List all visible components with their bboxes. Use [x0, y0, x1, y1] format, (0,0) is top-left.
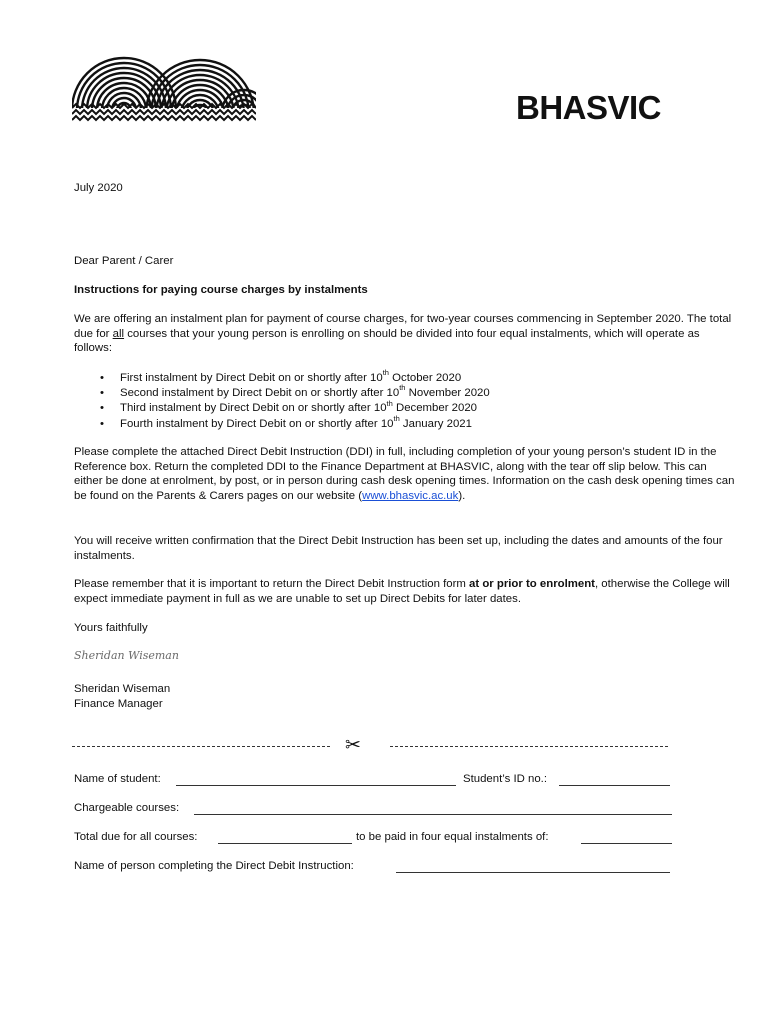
slip-row-student [74, 772, 674, 788]
instalment-text: Second instalment by Direct Debit on or shortly after 10 [120, 387, 400, 400]
scissors-icon: ✂ [345, 734, 361, 756]
letter-subject: Instructions for paying course charges by instalments [74, 284, 368, 296]
handwritten-signature: Sheridan Wiseman [74, 649, 179, 662]
brand-wordmark: BHASVIC [516, 89, 662, 126]
instalment-month: October 2020 [388, 372, 462, 384]
chargeable-courses-field[interactable] [194, 814, 672, 815]
list-item [100, 383, 490, 401]
total-due-label: Total due for all courses: [74, 831, 198, 843]
signer-block [74, 682, 736, 711]
instalment-amount-field[interactable] [581, 843, 672, 844]
ordinal-suffix: th [393, 413, 400, 423]
instalment-month: November 2020 [405, 387, 490, 400]
instalment-month: December 2020 [392, 402, 478, 415]
completer-name-field[interactable] [396, 872, 670, 873]
reminder-text: Please remember that it is important to return the Direct Debit Instruction form [74, 578, 470, 590]
instalment-text: First instalment by Direct Debit on or shortly after 10 [120, 372, 383, 384]
completer-name-label: Name of person completing the Direct Debit Instruction: [74, 860, 354, 872]
slip-row-courses [74, 801, 674, 817]
logo-wave [72, 116, 256, 120]
student-name-field[interactable] [176, 785, 456, 786]
website-link[interactable]: www.bhasvic.ac.uk [362, 489, 459, 502]
letter-date: July 2020 [74, 182, 123, 194]
reminder-paragraph [74, 577, 736, 606]
student-id-label: Student’s ID no.: [463, 773, 548, 785]
signer-title: Finance Manager [74, 697, 163, 710]
list-item [100, 413, 490, 432]
list-item [100, 398, 490, 416]
student-id-field[interactable] [559, 785, 670, 786]
reminder-emphasis: at or prior to enrolment [469, 578, 595, 590]
ordinal-suffix: th [399, 383, 406, 393]
instalment-month: January 2021 [399, 417, 472, 430]
salutation: Dear Parent / Carer [74, 255, 174, 267]
tear-off-cut-line [72, 736, 672, 756]
intro-text-end: courses that your young person is enrolling on should be divided into four equal instalments, which will operate as follows: [74, 327, 700, 355]
total-due-field[interactable] [218, 843, 352, 844]
ddi-instructions-paragraph [74, 445, 736, 503]
closing: Yours faithfully [74, 622, 148, 634]
confirmation-paragraph: You will receive written confirmation that the Direct Debit Instruction has been set up, including the dates and amounts of the four instalments. [74, 535, 723, 562]
instalment-list [100, 368, 490, 432]
logo-wave [72, 110, 256, 114]
chargeable-courses-label: Chargeable courses: [74, 802, 180, 814]
intro-all-emphasis: all [112, 327, 125, 340]
student-name-label: Name of student: [74, 773, 161, 785]
list-item [100, 368, 490, 386]
intro-text-start: We are offering an instalment plan for payment of course charges, for two-year courses commencing in September 2020. The total due for [74, 313, 732, 340]
ddi-text: Please complete the attached Direct Debit Instruction (DDI) in full, including completion of your young person’s student ID in the Reference box. Return the completed DDI to the Finance Department at BHASVIC, along with the tear off slip below. This can either be done at enrolment, by post, or in person during cash desk opening times. Information on the cash desk opening times can be found on the Parents & Carers pages on our website ( [74, 446, 735, 502]
intro-paragraph [74, 312, 736, 356]
ordinal-suffix: th [382, 368, 389, 378]
slip-row-total [74, 830, 674, 846]
cut-dash-right [390, 746, 668, 747]
rainbow-wave-logo-icon [72, 48, 256, 126]
signer-name: Sheridan Wiseman [74, 683, 171, 695]
ddi-text-end: ). [458, 489, 466, 502]
ordinal-suffix: th [386, 398, 393, 408]
instalment-text: Fourth instalment by Direct Debit on or shortly after 10 [120, 417, 394, 430]
cut-dash-left [72, 746, 330, 747]
slip-row-completer [74, 859, 674, 875]
equal-instalments-label: to be paid in four equal instalments of: [356, 831, 549, 843]
reminder-text-end: , otherwise the College will expect immediate payment in full as we are unable to set up Direct Debits for later dates. [74, 578, 730, 605]
instalment-text: Third instalment by Direct Debit on or shortly after 10 [120, 402, 387, 415]
